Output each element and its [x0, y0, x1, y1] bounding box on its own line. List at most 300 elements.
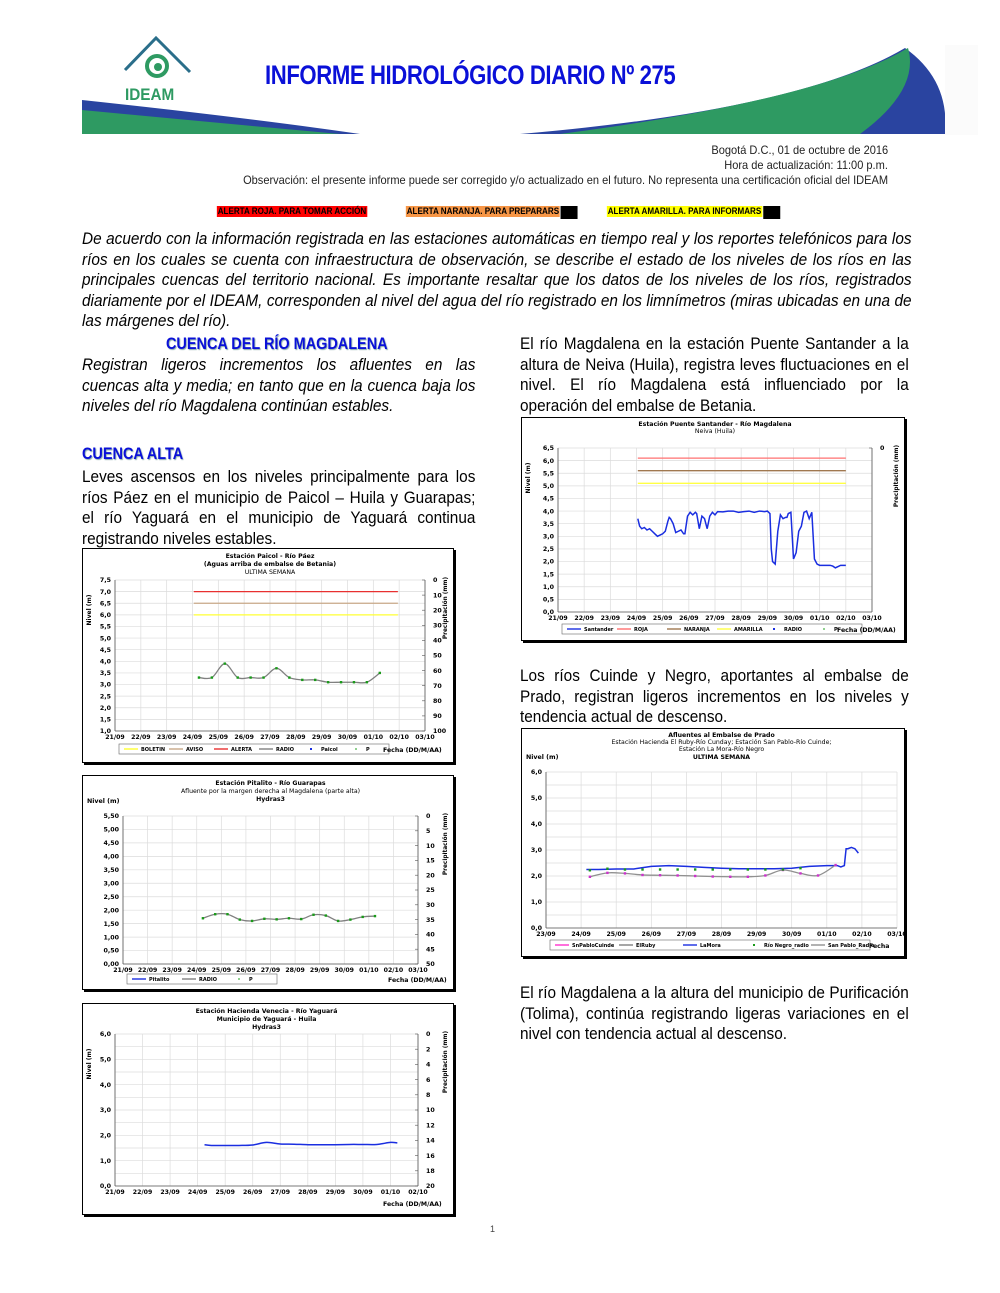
data-point [198, 676, 200, 678]
x-tick-label: 01/10 [359, 967, 379, 974]
data-point [214, 913, 216, 915]
ideam-logo [125, 38, 190, 76]
y-tick-label: 5,5 [99, 623, 111, 631]
update-time: Hora de actualización: 11:00 p.m. [724, 158, 888, 172]
data-point [641, 868, 643, 870]
data-point [275, 667, 277, 669]
x-tick-label: 22/09 [132, 1189, 153, 1196]
chart-title-line: Estación Pitalito - Río Guarapas [215, 780, 326, 787]
data-point [747, 876, 749, 878]
y-tick-label: 5,5 [542, 470, 554, 478]
alert-yellow [606, 206, 781, 218]
y-tick-label: 7,0 [99, 588, 111, 596]
x-tick-label: 22/09 [131, 734, 151, 741]
x-tick-label: 26/09 [236, 967, 256, 974]
chart-title-line: Municipio de Yaguará - Huila [216, 1016, 317, 1023]
y-tick-label: 6,0 [99, 612, 111, 620]
x-axis-label: Fecha (DD/M/AA) [388, 977, 447, 984]
y-tick-label: 1,0 [542, 583, 554, 591]
x-tick-label: 23/09 [536, 931, 556, 938]
y-tick-label: 0,00 [103, 961, 119, 969]
x-tick-label: 26/09 [234, 734, 254, 741]
data-point [712, 875, 714, 877]
y2-tick-label: 35 [426, 916, 435, 924]
y-axis-label: Nivel (m) [86, 594, 93, 626]
y2-tick-label: 16 [426, 1152, 435, 1160]
alert-orange-label: ALERTA NARANJA. PARA PREPARARS [406, 206, 560, 217]
y-tick-label: 2,0 [530, 873, 542, 881]
y2-tick-label: 60 [433, 667, 442, 675]
y2-axis-label: Precipitación (mm) [443, 576, 449, 640]
y2-tick-label: 10 [426, 842, 435, 850]
x-tick-label: 29/09 [311, 734, 332, 741]
x-tick-label: 26/09 [242, 1189, 263, 1196]
data-point [314, 679, 316, 681]
x-tick-label: 26/09 [679, 615, 699, 622]
data-point [606, 872, 608, 874]
y-tick-label: 2,5 [542, 546, 554, 554]
x-tick-label: 23/09 [600, 615, 621, 622]
data-point [301, 679, 303, 681]
x-tick-label: 25/09 [208, 734, 229, 741]
legend-label: ALERTA [231, 747, 252, 753]
y-tick-label: 5,0 [542, 483, 554, 491]
x-tick-label: 22/09 [574, 615, 594, 622]
intro-paragraph: De acuerdo con la información registrada en las estaciones automáticas en tiempo real y los reportes telefónicos para los ríos en los cuales se cuenta con infraestructura de observación, se describe el estado de los niveles de los ríos en las principales cuencas del territorio nacional. Es importante resaltar que los datos de los niveles de los ríos, registrados diariamente por el IDEAM, corresponden al nivel del agua del río registrado en los limnímetros (miras ubicadas en una de las márgenes del río). [82, 230, 912, 330]
y-tick-label: 3,5 [542, 520, 554, 528]
y-tick-label: 3,0 [530, 847, 542, 855]
legend-label: AMARILLA [734, 627, 763, 633]
y-tick-label: 4,50 [103, 840, 119, 848]
y-axis-label: Nivel (m) [525, 462, 532, 494]
y-tick-label: 4,0 [99, 1081, 111, 1089]
data-point [224, 662, 226, 664]
purificacion-text: El río Magdalena a la altura del municipio de Purificación (Tolima), continúa registrando ligeras variaciones en el nivel con tendencia actual al descenso. [520, 984, 909, 1043]
x-axis-label: Fecha (DD/M/AA) [383, 1201, 442, 1208]
data-point [641, 874, 643, 876]
data-point [782, 868, 784, 870]
y-tick-label: 5,0 [99, 635, 111, 643]
chart-title-line: Estación Hacienda Venecia - Río Yaguará [195, 1008, 338, 1015]
data-point [288, 676, 290, 678]
x-tick-label: 02/10 [383, 967, 404, 974]
legend-label: AVISO [186, 747, 204, 753]
y-tick-label: 1,0 [99, 728, 111, 736]
data-point [659, 874, 661, 876]
data-point [729, 876, 731, 878]
cuenca-alta-text: Leves ascensos en los niveles principalmente para los ríos Páez en el municipio de Paicol – Huila y Guarapas; el río Yaguará en el municipio de Yaguará continua registrando niveles estables. [82, 468, 476, 548]
x-tick-label: 24/09 [187, 1189, 208, 1196]
data-point [747, 868, 749, 870]
y-tick-label: 0,5 [542, 596, 554, 604]
y2-tick-label: 30 [433, 622, 442, 630]
legend-label: ROJA [634, 627, 648, 633]
y-tick-label: 6,0 [530, 769, 542, 777]
x-tick-label: 24/09 [182, 734, 203, 741]
y-tick-label: 2,50 [103, 893, 119, 901]
data-point [374, 915, 376, 917]
y2-tick-label: 0 [880, 445, 885, 453]
y2-tick-label: 40 [433, 637, 442, 645]
data-point [676, 868, 678, 870]
chart-pitalito [82, 775, 454, 990]
data-point [239, 918, 241, 920]
y-tick-label: 6,5 [99, 600, 111, 608]
data-point [226, 913, 228, 915]
x-tick-label: 28/09 [286, 734, 306, 741]
chart-title-line: Hydras3 [256, 796, 285, 803]
chart-title-line: ULTIMA SEMANA [692, 754, 751, 761]
x-axis-label: Fecha [869, 943, 890, 950]
x-tick-label: 24/09 [187, 967, 207, 974]
y2-tick-label: 4 [426, 1061, 431, 1069]
data-point [202, 917, 204, 919]
data-point [312, 914, 314, 916]
y2-tick-label: 0 [433, 577, 438, 585]
data-point [211, 676, 213, 678]
y-tick-label: 5,0 [99, 1056, 111, 1064]
y2-tick-label: 20 [433, 607, 442, 615]
data-point [249, 676, 251, 678]
y-tick-label: 1,50 [103, 920, 119, 928]
x-tick-label: 03/10 [415, 734, 435, 741]
data-point [764, 874, 766, 876]
y2-tick-label: 80 [433, 698, 442, 705]
x-tick-label: 01/10 [380, 1189, 401, 1196]
data-point [694, 875, 696, 877]
data-point [379, 672, 381, 674]
x-tick-label: 23/09 [156, 734, 177, 741]
y-tick-label: 3,0 [99, 1107, 111, 1115]
data-point [694, 868, 696, 870]
legend-label: Pitalito [149, 977, 170, 983]
x-tick-label: 25/09 [215, 1189, 235, 1196]
legend-label: ElRuby [636, 943, 656, 949]
y2-tick-label: 15 [426, 857, 435, 865]
x-tick-label: 02/10 [852, 931, 872, 938]
x-tick-label: 30/09 [783, 615, 804, 622]
y2-tick-label: 18 [426, 1168, 435, 1175]
data-point [300, 918, 302, 920]
y-tick-label: 4,5 [542, 495, 554, 503]
data-point [764, 868, 766, 870]
x-tick-label: 22/09 [137, 967, 158, 974]
x-tick-label: 25/09 [606, 931, 626, 938]
y-tick-label: 7,5 [99, 577, 111, 585]
legend-label: P [834, 627, 838, 633]
y-tick-label: 2,5 [99, 693, 111, 701]
chart-prado-svg [522, 729, 907, 956]
y-tick-label: 0,0 [530, 925, 542, 933]
x-tick-label: 23/09 [162, 967, 182, 974]
legend-label: P [366, 747, 370, 753]
chart-title-line: Estación La Mora-Río Negro [678, 746, 765, 753]
chart-paicol-svg [83, 549, 453, 762]
data-point [589, 876, 591, 878]
chart-title-line: Afluentes al Embalse de Prado [668, 732, 775, 739]
data-point [288, 917, 290, 919]
data-point [799, 867, 801, 869]
logo-swirl-core [154, 63, 162, 71]
data-point [624, 872, 626, 874]
y2-tick-label: 0 [426, 813, 431, 821]
gridlines [115, 1034, 418, 1186]
x-tick-label: 30/09 [353, 1189, 373, 1196]
chart-title-line: Hydras3 [252, 1024, 281, 1031]
y2-tick-label: 14 [426, 1137, 435, 1145]
y2-axis-label: Precipitación (mm) [443, 812, 449, 876]
y2-tick-label: 20 [426, 1183, 435, 1191]
y2-tick-label: 2 [426, 1046, 431, 1054]
data-point [366, 681, 368, 683]
chart-prado [521, 728, 905, 957]
legend-label: RADIO [199, 977, 217, 983]
x-tick-label: 28/09 [285, 967, 305, 974]
x-tick-label: 30/09 [337, 734, 358, 741]
legend-marker [238, 978, 240, 980]
magdalena-summary: Registran ligeros incrementos los afluentes en las cuencas alta y media; en tanto que en la cuenca baja los niveles del río Magdalena continúan estables. [82, 356, 476, 415]
alert-red [216, 206, 368, 218]
x-tick-label: 30/09 [781, 931, 802, 938]
series-line-santander [638, 511, 846, 568]
data-point [624, 868, 626, 870]
legend-marker [753, 944, 755, 946]
alert-red-label: ALERTA ROJA. PARA TOMAR ACCIÓN [217, 206, 367, 217]
redaction-box [763, 206, 780, 219]
y-tick-label: 5,50 [103, 813, 119, 821]
y-tick-label: 3,00 [103, 880, 119, 888]
chart-venecia [82, 1003, 454, 1215]
x-tick-label: 02/10 [408, 1189, 428, 1196]
legend-label: NARANJA [684, 627, 710, 633]
y-tick-label: 6,0 [99, 1031, 111, 1039]
x-tick-label: 02/10 [389, 734, 409, 741]
x-tick-label: 28/09 [731, 615, 751, 622]
y-tick-label: 3,0 [99, 681, 111, 689]
x-tick-label: 29/09 [325, 1189, 346, 1196]
legend-marker [773, 628, 775, 630]
y2-tick-label: 10 [433, 592, 442, 600]
y2-tick-label: 25 [426, 887, 435, 895]
y-tick-label: 4,5 [99, 646, 111, 654]
legend-marker [355, 748, 357, 750]
x-tick-label: 27/09 [260, 734, 280, 741]
x-tick-label: 26/09 [641, 931, 662, 938]
x-tick-label: 21/09 [548, 615, 568, 622]
y2-tick-label: 100 [433, 728, 447, 736]
x-tick-label: 25/09 [211, 967, 232, 974]
y2-tick-label: 90 [433, 713, 442, 721]
chart-title-line: Neiva (Huila) [694, 428, 736, 435]
x-tick-label: 25/09 [652, 615, 673, 622]
santander-text: El río Magdalena en la estación Puente Santander a la altura de Neiva (Huila), registra leves fluctuaciones en el nivel. El río Magdalena está influenciado por la operación del embalse de Betania. [520, 335, 909, 415]
y-tick-label: 6,0 [542, 457, 554, 465]
x-tick-label: 29/09 [309, 967, 330, 974]
chart-title-line: Afluente por la margen derecha al Magdalena (parte alta) [180, 788, 361, 795]
x-tick-label: 27/09 [260, 967, 281, 974]
data-point [325, 914, 327, 916]
legend-label: RADIO [276, 747, 294, 753]
chart-title-line: Estación Puente Santander - Río Magdalena [638, 421, 792, 428]
data-point [251, 920, 253, 922]
x-tick-label: 01/10 [817, 931, 837, 938]
data-point [729, 868, 731, 870]
data-point [353, 681, 355, 683]
y2-tick-label: 30 [426, 902, 435, 909]
y-tick-label: 6,5 [542, 445, 554, 453]
data-point [589, 869, 591, 871]
y-tick-label: 1,5 [542, 571, 554, 579]
y-tick-label: 0,0 [542, 609, 554, 617]
y2-tick-label: 50 [426, 961, 435, 969]
legend-label: Paicol [321, 747, 338, 753]
legend-label: RADIO [784, 627, 802, 633]
y2-tick-label: 40 [426, 931, 435, 939]
data-point [799, 872, 801, 874]
data-point [337, 920, 339, 922]
logo-text: IDEAM [125, 85, 175, 104]
prado-text: Los ríos Cuinde y Negro, aportantes al embalse de Prado, registran ligeros incrementos en los niveles y tendencia actual de descenso. [520, 667, 909, 726]
y-tick-label: 4,0 [99, 658, 111, 666]
chart-title-line: Estación Hacienda El Ruby-Río Cunday; Estación San Pablo-Río Cuinde; [611, 739, 832, 746]
y-tick-label: 3,50 [103, 867, 119, 875]
x-tick-label: 01/10 [809, 615, 830, 622]
y-tick-label: 2,0 [542, 558, 554, 566]
y-tick-label: 1,0 [530, 899, 542, 907]
y-tick-label: 2,0 [99, 1132, 111, 1140]
data-point [817, 874, 819, 876]
legend-marker [823, 628, 825, 630]
x-axis-label: Fecha (DD/M/AA) [837, 627, 896, 634]
x-tick-label: 28/09 [298, 1189, 318, 1196]
y2-axis-label: Precipitación (mm) [443, 1030, 449, 1094]
page-number: 1 [490, 1224, 496, 1234]
y-tick-label: 3,5 [99, 670, 111, 678]
alert-orange [405, 206, 579, 218]
x-tick-label: 29/09 [757, 615, 778, 622]
y-tick-label: 1,00 [103, 934, 119, 942]
y-tick-label: 1,5 [99, 716, 111, 724]
x-tick-label: 27/09 [270, 1189, 291, 1196]
chart-paicol [82, 548, 454, 763]
legend-marker [310, 748, 312, 750]
y2-tick-label: 10 [426, 1107, 435, 1115]
y2-tick-label: 70 [433, 682, 442, 690]
y-tick-label: 3,0 [542, 533, 554, 541]
x-tick-label: 21/09 [105, 734, 125, 741]
y-tick-label: 2,00 [103, 907, 119, 915]
y-tick-label: 5,00 [103, 826, 119, 834]
x-tick-label: 30/09 [334, 967, 354, 974]
chart-title-line: ULTIMA SEMANA [244, 569, 296, 576]
chart-venecia-svg [83, 1004, 453, 1214]
y-tick-label: 4,00 [103, 853, 119, 861]
legend-label: BOLETIN [141, 747, 166, 753]
y2-tick-label: 50 [433, 652, 442, 660]
y2-axis-label: Precipitación (mm) [894, 444, 900, 508]
data-point [327, 681, 329, 683]
y-axis-label: Nivel (m) [526, 754, 559, 761]
x-tick-label: 23/09 [160, 1189, 180, 1196]
x-tick-label: 03/10 [862, 615, 882, 622]
x-tick-label: 21/09 [105, 1189, 125, 1196]
data-point [237, 676, 239, 678]
y2-tick-label: 5 [426, 828, 431, 835]
redaction-box [561, 206, 578, 219]
data-point [606, 868, 608, 870]
y-tick-label: 0,0 [99, 1183, 111, 1191]
report-title: INFORME HIDROLÓGICO DIARIO Nº 275 [265, 60, 676, 90]
series-line-lamora [586, 847, 858, 869]
data-point [676, 874, 678, 876]
gridlines [558, 448, 872, 612]
y2-tick-label: 45 [426, 946, 435, 954]
y-axis-label: Nivel (m) [86, 1048, 93, 1080]
series-line-venecia [205, 1142, 398, 1145]
x-tick-label: 02/10 [836, 615, 856, 622]
data-point [659, 868, 661, 870]
data-point [834, 864, 836, 866]
y2-tick-label: 0 [426, 1031, 431, 1039]
y-tick-label: 4,0 [530, 821, 542, 829]
y-tick-label: 2,0 [99, 704, 111, 712]
legend-label: Río Negro_radio [764, 943, 809, 949]
y-axis-label: Nivel (m) [87, 798, 120, 805]
y2-tick-label: 8 [426, 1092, 431, 1099]
x-axis-label: Fecha (DD/M/AA) [383, 747, 442, 754]
banner-right-blank [945, 45, 978, 135]
y-tick-label: 0,50 [103, 947, 119, 955]
data-point [275, 918, 277, 920]
legend-label: LaMora [700, 943, 721, 949]
y2-tick-label: 6 [426, 1076, 431, 1084]
data-point [340, 681, 342, 683]
legend-label: San Pablo_Radio [828, 943, 875, 949]
data-point [712, 868, 714, 870]
data-point [263, 918, 265, 920]
data-point [262, 676, 264, 678]
x-tick-label: 29/09 [746, 931, 767, 938]
date-line: Bogotá D.C., 01 de octubre de 2016 [711, 143, 888, 157]
legend-label: SnPabloCuinde [572, 943, 615, 949]
heading-cuenca-alta: CUENCA ALTA [82, 444, 184, 463]
y2-tick-label: 20 [426, 872, 435, 880]
chart-santander [521, 417, 905, 641]
chart-santander-svg [522, 418, 904, 640]
gridlines [546, 772, 897, 928]
chart-pitalito-svg [83, 776, 453, 989]
x-tick-label: 03/10 [408, 967, 428, 974]
x-tick-label: 28/09 [711, 931, 732, 938]
legend-label: P [249, 977, 253, 983]
y-tick-label: 4,0 [542, 508, 554, 516]
chart-title-line: Estación Paicol - Río Páez [225, 553, 315, 560]
data-point [349, 918, 351, 920]
x-tick-label: 27/09 [676, 931, 697, 938]
x-tick-label: 27/09 [705, 615, 725, 622]
y-tick-label: 5,0 [530, 795, 542, 803]
y-tick-label: 1,0 [99, 1157, 111, 1165]
x-tick-label: 21/09 [113, 967, 133, 974]
observation-note: Observación: el presente informe puede ser corregido y/o actualizado en el futuro. No representa una certificación oficial del IDEAM [243, 173, 888, 187]
heading-cuenca-magdalena: CUENCA DEL RÍO MAGDALENA [166, 334, 388, 353]
gridlines [123, 816, 418, 964]
x-tick-label: 24/09 [626, 615, 647, 622]
legend-label: Santander [584, 627, 614, 633]
x-tick-label: 03/10 [887, 931, 907, 938]
x-tick-label: 24/09 [571, 931, 591, 938]
x-tick-label: 01/10 [363, 734, 384, 741]
